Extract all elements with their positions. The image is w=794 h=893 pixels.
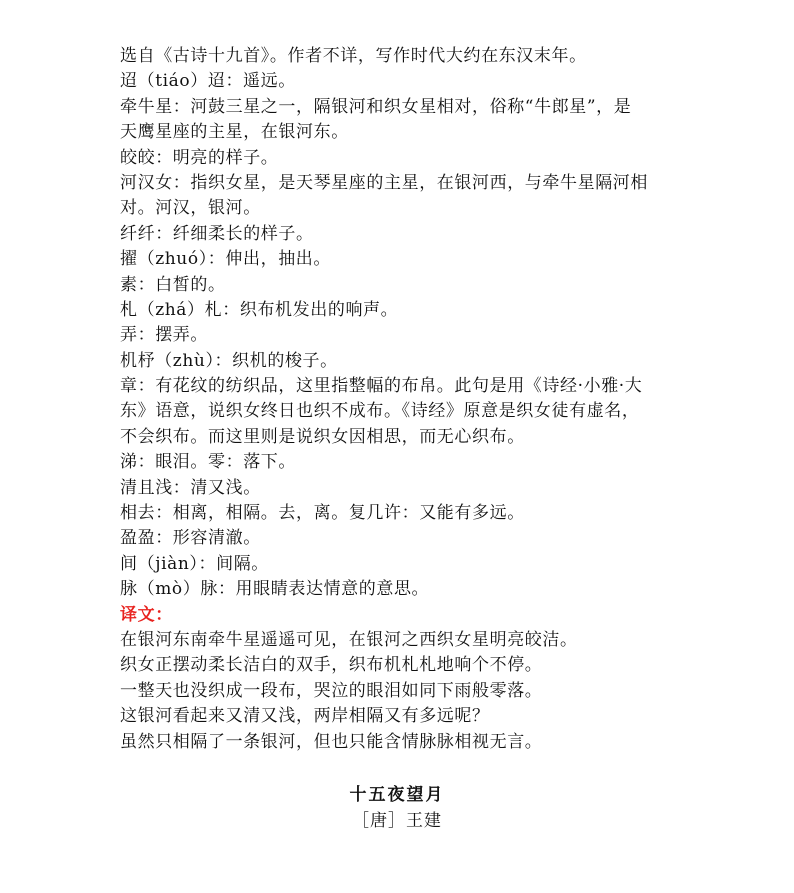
note-line: 素：白皙的。 — [120, 274, 226, 295]
note-line: 对。河汉，银河。 — [120, 198, 261, 219]
note-line: 皎皎：明亮的样子。 — [120, 147, 279, 168]
note-line: 擢（zhuó）：伸出，抽出。 — [120, 249, 331, 270]
note-line: 清且浅：清又浅。 — [120, 477, 261, 498]
translation-line: 这银河看起来又清又浅，两岸相隔又有多远呢？ — [120, 706, 490, 727]
note-line: 天鹰星座的主星，在银河东。 — [120, 122, 349, 143]
note-line: 机杼（zhù）：织机的梭子。 — [120, 350, 338, 371]
note-line: 不会织布。而这里则是说织女因相思，而无心织布。 — [120, 426, 525, 447]
translation-line: 虽然只相隔了一条银河，但也只能含情脉脉相视无言。 — [120, 731, 543, 752]
note-line: 章：有花纹的纺织品，这里指整幅的布帛。此句是用《诗经·小雅·大 — [120, 376, 643, 397]
note-line: 相去：相离，相隔。去，离。复几许：又能有多远。 — [120, 503, 525, 524]
note-line: 纤纤：纤细柔长的样子。 — [120, 223, 314, 244]
note-line: 河汉女：指织女星，是天琴星座的主星，在银河西，与牵牛星隔河相 — [120, 172, 648, 193]
note-line: 迢（tiáo）迢：遥远。 — [120, 71, 296, 92]
translation-line: 在银河东南牵牛星遥遥可见，在银河之西织女星明亮皎洁。 — [120, 629, 578, 650]
note-line: 札（zhá）札：织布机发出的响声。 — [120, 299, 399, 320]
document-body — [120, 44, 680, 755]
note-line: 间（jiàn）：间隔。 — [120, 553, 269, 574]
note-line: 脉（mò）脉：用眼睛表达情意的意思。 — [120, 579, 430, 600]
note-line: 盈盈：形容清澈。 — [120, 528, 261, 549]
note-line: 弄：摆弄。 — [120, 325, 208, 346]
note-line: 牵牛星：河鼓三星之一，隔银河和织女星相对，俗称“牛郎星”，是 — [120, 96, 632, 117]
note-line: 选自《古诗十九首》。作者不详，写作时代大约在东汉末年。 — [120, 46, 587, 66]
note-line: 东》语意，说织女终日也织不成布。《诗经》原意是织女徒有虚名， — [120, 401, 640, 422]
poem-title: 十五夜望月 — [349, 785, 445, 805]
poem-author: ［唐］王建 — [352, 811, 442, 831]
translation-line: 一整天也没织成一段布，哭泣的眼泪如同下雨般零落。 — [120, 680, 543, 701]
translation-heading: 译文： — [120, 604, 173, 625]
translation-line: 织女正摆动柔长洁白的双手，织布机札札地响个不停。 — [120, 655, 543, 676]
note-line: 涕：眼泪。零：落下。 — [120, 452, 296, 473]
